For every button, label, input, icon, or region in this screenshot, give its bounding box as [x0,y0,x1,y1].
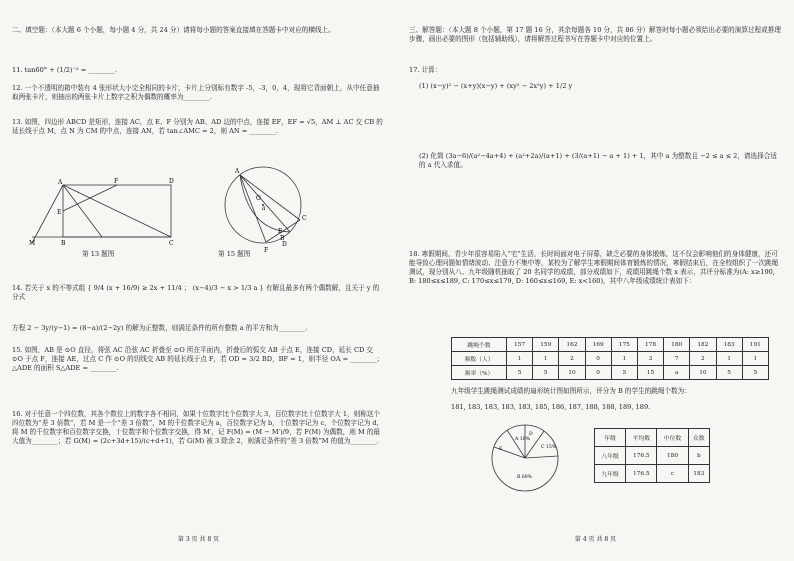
table-cell: 5 [611,366,637,380]
table-cell: a [664,366,690,380]
question-12: 12. 一个不透明的箱中装有 4 张形状大小完全相同的卡片，卡片上分别标有数字 -5，-3，0，4，现将它背面朝上，从中任意抽取两张卡片，则抽出的两张卡片上数字之积为偶数的概率为________. [12,84,380,101]
table-cell: b [688,447,709,465]
pie-chart [485,418,565,498]
question-17: 17. 计算： [409,66,442,74]
fig15-label: E [278,228,283,235]
table-cell: 175 [611,338,637,352]
table-cell: 10 [559,366,585,380]
section-3-heading: 三、解答题：（本大题 8 个小题，第 17 题 16 分，其余每题各 10 分，共 86 分）解答时每小题必须给出必要的演算过程或推理步骤，画出必要的图形（包括辅助线），请将解答过程书写在答题卡中对应的位置上。 [409,26,781,43]
table-row [595,447,710,465]
table-cell: 169 [585,338,611,352]
fig13-label: C [169,240,174,247]
table-cell: 10 [690,366,716,380]
question-11: 11. tan60° + (1/2)⁻² = ________. [12,66,117,74]
table-row [452,352,769,366]
fig13-label: A [58,179,63,186]
fig13-label: E [57,209,62,216]
fig13-label: B [61,240,66,247]
table-cell: 2 [559,352,585,366]
figure-13 [28,175,178,247]
table-cell: 5 [716,366,742,380]
table-cell: 180 [657,447,688,465]
table-cell: 178 [637,338,663,352]
table-row [595,465,710,483]
grade-stats-table [594,428,710,483]
fig15-label: F [264,247,269,254]
fig15-label: A [235,168,240,175]
page-footer: 第 3 页 共 8 页 [177,536,220,543]
table-cell: 180 [664,338,690,352]
jump-rope-frequency-table [451,337,769,380]
table-cell: 176.5 [626,447,657,465]
fig13-label: F [114,178,119,185]
fig15-label: B [280,235,285,242]
pie-label: D [529,432,533,437]
question-15: 15. 如图，AB 是 ⊙O 直径，将弦 AC 沿弦 AC 折叠至 ⊙O 所在平面内，折叠后的弧交 AB 于点 E，连接 CD，延长 CD 交 ⊙O 于点 F，连接 AE，过点 C 作 ⊙O 的切线交 AB 的延长线于点 F，若 OD = 3/2 BD，BF = 1，则半径 OA = ________；△ADE 的面积 S△ADE = ________. [12,346,384,372]
table-cell: 3 [637,352,663,366]
table-cell: 5 [533,366,559,380]
question-16: 16. 对于任意一个四位数，其各个数位上的数字各不相同，如果十位数字比个位数字大 3，百位数字比十位数字大 1，则称这个四位数为“差 3 倍数”，若 M 是一个“差 3 倍数”，M 的千位数字记为 a，百位数字记为 b，十位数字记为 c，个位数字记为 d，将 M 的千位数字和百位数字交换，十位数字和个位数字交换，得 M′，记 F(M) = (M − M′)/9，若 F(M) 为偶数，则 M 的最大值为________；若 G(M) = (2c+3d+15)/(c+d+1)，若 G(M) 被 3 除余 2，则满足条件的“差 3 倍数”M 的值为________. [12,410,384,445]
table-cell: 1 [742,352,768,366]
table-cell: 159 [533,338,559,352]
page-footer: 第 4 页 共 8 页 [574,536,617,543]
page-4 [397,0,794,561]
fig13-label: D [169,178,174,185]
question-17-part-1: (1) (x−y)² − (x+y)(x−y) + (xy² − 2x²y) + 1/2 y [419,82,573,90]
table-cell: 0 [585,352,611,366]
table-cell: c [657,465,688,483]
pie-label: E [499,447,503,452]
table-header: 中位数 [657,429,688,447]
table-row [452,338,769,352]
question-14-part-1: 14. 若关于 x 的不等式组 { 9/4 (x + 16/9) ≥ 2x + 11/4 ； (x−4)/3 − x > 1/3 a } 有解且最多有两个偶数解，且关于 y 的分式 [12,284,380,301]
question-13: 13. 如图，四边形 ABCD 是矩形，连接 AC，点 E、F 分别为 AB、AD 边的中点，连接 EF，EF = √5，AM ⊥ AC 交 CB 的延长线于点 M，点 N 为 CM 的中点，连接 AN，若 tan∠AMC = 2，则 AN = ________. [12,118,383,135]
figure-13-caption: 第 13 题图 [82,250,115,258]
table-cell: 九年级 [595,465,626,483]
table-cell: 157 [507,338,533,352]
table-cell: 频率（%） [452,366,507,380]
question-18-b-scores: 181, 183, 183, 183, 183, 185, 186, 187, 188, 188, 189, 189. [451,403,651,411]
figure-15 [218,160,308,260]
table-cell: 15 [637,366,663,380]
table-cell: 162 [559,338,585,352]
table-cell: 1 [533,352,559,366]
question-18: 18. 寒假期间，青少年很容易陷入“宅”生活，长时间面对电子屏幕，缺乏必要的身体锻炼，这不仅会影响他们的身体健康，还可能导致心理问题如情绪波动、注意力不集中等，某校为了解学生寒假期间体育锻炼的情况，寒假结束后，在全校组织了一次跳绳测试，现分别从八、九年级随机抽取了 20 名同学的成绩，部分成绩如下，成绩用跳绳个数 x 表示，共评分标准为(A: x≥190, B: 180≤x≤189, C: 170≤x≤179, D: 160≤x≤169, E: x<160)，其中八年级成绩统计表如下： [409,250,779,285]
fig15-label: C [302,215,307,222]
question-17-part-2: (2) 化简 (3a−6)/(a²−4a+4) + (a²+2a)/(a+1) + (3/(a+1) − a + 1) + 1，其中 a 为整数且 −2 ≤ a ≤ 2，请选择合适的 a 代入求值。 [419,152,777,169]
fig13-label: M [29,240,36,247]
pie-label: C 15% [541,445,557,450]
table-cell: 183 [688,465,709,483]
fig15-label: O [256,195,261,202]
table-cell: 1 [507,352,533,366]
table-header: 年级 [595,429,626,447]
table-cell: 八年级 [595,447,626,465]
table-cell: 191 [742,338,768,352]
fig15-label: D [282,241,287,248]
table-cell: 182 [690,338,716,352]
table-cell: 2 [690,352,716,366]
pie-label: B 60% [517,475,533,480]
table-row [452,366,769,380]
pie-label: A 10% [515,437,530,442]
table-cell: 跳绳个数 [452,338,507,352]
section-2-heading: 二、填空题：（本大题 6 个小题，每小题 4 分，共 24 分）请将每小题的答案直接填在答题卡中对应的横线上。 [12,26,335,34]
table-cell: 0 [585,366,611,380]
question-14-part-2: 方程 2 − 3y/(y−1) = (8−a)/(2−2y) 的解为正整数，则满足条件的所有整数 a 的平方和为________. [12,324,308,332]
table-cell: 183 [716,338,742,352]
figure-15-caption: 第 15 题图 [218,250,251,258]
table-cell: 1 [716,352,742,366]
table-header: 众数 [688,429,709,447]
table-cell: 5 [742,366,768,380]
table-cell: 176.5 [626,465,657,483]
table-cell: 5 [507,366,533,380]
table-cell: 1 [611,352,637,366]
table-row [595,429,710,447]
table-cell: 7 [664,352,690,366]
table-header: 平均数 [626,429,657,447]
table-cell: 频数（人） [452,352,507,366]
fig15-label: a [262,205,266,212]
question-18-pie-intro: 九年级学生跳绳测试成绩的扇形统计图如图所示，评分为 B 的学生的跳绳个数为： [451,387,691,395]
